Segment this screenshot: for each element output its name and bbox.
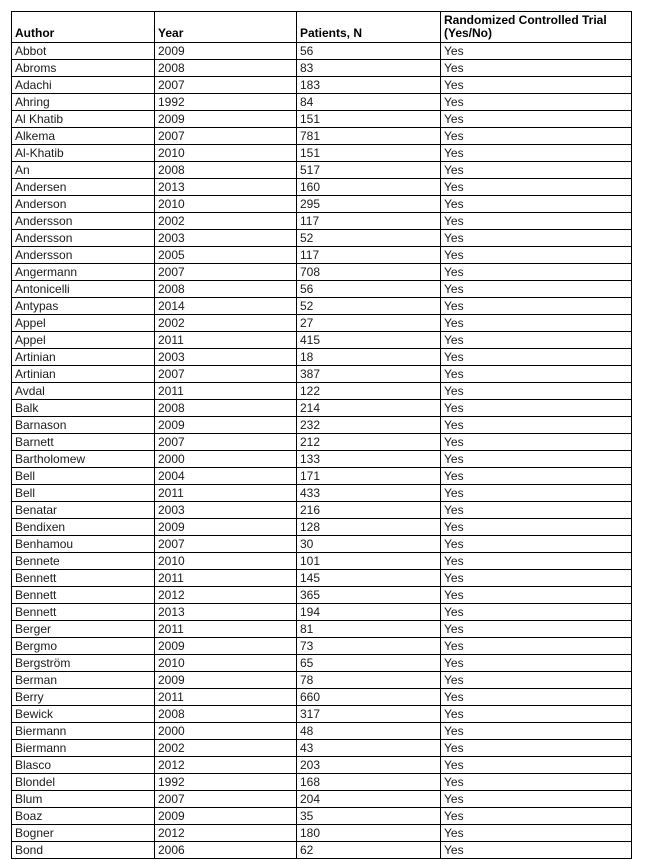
cell-author: Al Khatib <box>12 111 155 128</box>
column-header-rct: Randomized Controlled Trial (Yes/No) <box>441 12 632 43</box>
cell-author: Barnett <box>12 434 155 451</box>
cell-patients: 83 <box>297 60 441 77</box>
table-row <box>12 519 632 536</box>
table-row <box>12 213 632 230</box>
cell-author: Andersson <box>12 230 155 247</box>
cell-rct: Yes <box>441 706 632 723</box>
cell-patients: 48 <box>297 723 441 740</box>
cell-author: Bogner <box>12 825 155 842</box>
cell-year: 2002 <box>155 213 297 230</box>
cell-patients: 81 <box>297 621 441 638</box>
cell-year: 2011 <box>155 689 297 706</box>
cell-author: Appel <box>12 315 155 332</box>
cell-patients: 216 <box>297 502 441 519</box>
column-header-patients: Patients, N <box>297 12 441 43</box>
table-row <box>12 689 632 706</box>
table-row <box>12 621 632 638</box>
table-row <box>12 179 632 196</box>
cell-rct: Yes <box>441 60 632 77</box>
cell-rct: Yes <box>441 536 632 553</box>
table-row <box>12 570 632 587</box>
cell-author: Appel <box>12 332 155 349</box>
cell-patients: 30 <box>297 536 441 553</box>
cell-year: 1992 <box>155 94 297 111</box>
cell-rct: Yes <box>441 162 632 179</box>
cell-year: 2007 <box>155 264 297 281</box>
table-row <box>12 706 632 723</box>
cell-year: 2008 <box>155 400 297 417</box>
cell-author: An <box>12 162 155 179</box>
table-row <box>12 808 632 825</box>
table-row <box>12 723 632 740</box>
cell-patients: 212 <box>297 434 441 451</box>
cell-year: 2011 <box>155 383 297 400</box>
table-row <box>12 196 632 213</box>
table-row <box>12 315 632 332</box>
cell-rct: Yes <box>441 77 632 94</box>
table-row <box>12 638 632 655</box>
cell-author: Balk <box>12 400 155 417</box>
cell-year: 2009 <box>155 519 297 536</box>
table-row <box>12 366 632 383</box>
cell-year: 2003 <box>155 230 297 247</box>
cell-year: 2007 <box>155 366 297 383</box>
cell-author: Blasco <box>12 757 155 774</box>
cell-patients: 43 <box>297 740 441 757</box>
cell-rct: Yes <box>441 587 632 604</box>
cell-author: Bond <box>12 842 155 859</box>
cell-author: Artinian <box>12 349 155 366</box>
table-row <box>12 774 632 791</box>
cell-year: 2007 <box>155 791 297 808</box>
cell-year: 2002 <box>155 315 297 332</box>
cell-year: 2013 <box>155 604 297 621</box>
table-row <box>12 604 632 621</box>
cell-author: Berry <box>12 689 155 706</box>
cell-year: 2010 <box>155 655 297 672</box>
cell-year: 2009 <box>155 111 297 128</box>
cell-patients: 387 <box>297 366 441 383</box>
cell-rct: Yes <box>441 485 632 502</box>
cell-patients: 171 <box>297 468 441 485</box>
table-row <box>12 162 632 179</box>
header-row <box>12 12 632 43</box>
cell-rct: Yes <box>441 842 632 859</box>
table-row <box>12 94 632 111</box>
table-row <box>12 43 632 60</box>
cell-rct: Yes <box>441 774 632 791</box>
cell-patients: 168 <box>297 774 441 791</box>
cell-year: 2004 <box>155 468 297 485</box>
table-row <box>12 757 632 774</box>
table-row <box>12 502 632 519</box>
cell-rct: Yes <box>441 723 632 740</box>
table-row <box>12 468 632 485</box>
cell-author: Bennett <box>12 587 155 604</box>
cell-patients: 56 <box>297 281 441 298</box>
cell-rct: Yes <box>441 332 632 349</box>
cell-author: Alkema <box>12 128 155 145</box>
cell-rct: Yes <box>441 655 632 672</box>
cell-patients: 78 <box>297 672 441 689</box>
cell-year: 2009 <box>155 417 297 434</box>
cell-rct: Yes <box>441 519 632 536</box>
cell-year: 2009 <box>155 638 297 655</box>
cell-author: Adachi <box>12 77 155 94</box>
cell-patients: 214 <box>297 400 441 417</box>
cell-patients: 84 <box>297 94 441 111</box>
cell-author: Biermann <box>12 740 155 757</box>
cell-author: Bell <box>12 468 155 485</box>
cell-year: 2007 <box>155 77 297 94</box>
table-row <box>12 825 632 842</box>
cell-rct: Yes <box>441 740 632 757</box>
cell-year: 2013 <box>155 179 297 196</box>
cell-rct: Yes <box>441 689 632 706</box>
cell-patients: 203 <box>297 757 441 774</box>
table-row <box>12 485 632 502</box>
table-row <box>12 349 632 366</box>
cell-year: 2007 <box>155 128 297 145</box>
cell-author: Barnason <box>12 417 155 434</box>
table-row <box>12 400 632 417</box>
cell-patients: 133 <box>297 451 441 468</box>
cell-year: 2011 <box>155 485 297 502</box>
cell-rct: Yes <box>441 298 632 315</box>
cell-author: Al-Khatib <box>12 145 155 162</box>
cell-rct: Yes <box>441 213 632 230</box>
cell-patients: 204 <box>297 791 441 808</box>
table-row <box>12 145 632 162</box>
cell-rct: Yes <box>441 366 632 383</box>
cell-patients: 65 <box>297 655 441 672</box>
cell-patients: 365 <box>297 587 441 604</box>
cell-patients: 708 <box>297 264 441 281</box>
cell-patients: 73 <box>297 638 441 655</box>
cell-rct: Yes <box>441 791 632 808</box>
cell-author: Benhamou <box>12 536 155 553</box>
cell-patients: 35 <box>297 808 441 825</box>
cell-rct: Yes <box>441 757 632 774</box>
cell-year: 2008 <box>155 706 297 723</box>
cell-year: 2012 <box>155 825 297 842</box>
cell-year: 2003 <box>155 349 297 366</box>
table-row <box>12 77 632 94</box>
cell-rct: Yes <box>441 672 632 689</box>
column-header-year: Year <box>155 12 297 43</box>
cell-year: 2012 <box>155 757 297 774</box>
cell-patients: 151 <box>297 111 441 128</box>
cell-rct: Yes <box>441 145 632 162</box>
table-row <box>12 536 632 553</box>
cell-author: Andersen <box>12 179 155 196</box>
cell-author: Andersson <box>12 213 155 230</box>
cell-author: Benatar <box>12 502 155 519</box>
table-row <box>12 791 632 808</box>
cell-rct: Yes <box>441 502 632 519</box>
cell-patients: 415 <box>297 332 441 349</box>
table-row <box>12 111 632 128</box>
cell-rct: Yes <box>441 570 632 587</box>
table-row <box>12 264 632 281</box>
cell-patients: 27 <box>297 315 441 332</box>
cell-author: Antonicelli <box>12 281 155 298</box>
cell-patients: 295 <box>297 196 441 213</box>
cell-patients: 660 <box>297 689 441 706</box>
cell-author: Artinian <box>12 366 155 383</box>
cell-author: Bennett <box>12 570 155 587</box>
table-row <box>12 672 632 689</box>
cell-rct: Yes <box>441 468 632 485</box>
cell-rct: Yes <box>441 43 632 60</box>
cell-author: Boaz <box>12 808 155 825</box>
cell-author: Berger <box>12 621 155 638</box>
cell-rct: Yes <box>441 349 632 366</box>
cell-author: Angermann <box>12 264 155 281</box>
cell-patients: 52 <box>297 230 441 247</box>
table-row <box>12 655 632 672</box>
cell-author: Blum <box>12 791 155 808</box>
cell-year: 2002 <box>155 740 297 757</box>
table-row <box>12 553 632 570</box>
cell-author: Antypas <box>12 298 155 315</box>
cell-patients: 517 <box>297 162 441 179</box>
cell-patients: 56 <box>297 43 441 60</box>
cell-author: Blondel <box>12 774 155 791</box>
table-row <box>12 247 632 264</box>
cell-author: Berman <box>12 672 155 689</box>
cell-rct: Yes <box>441 315 632 332</box>
cell-author: Bartholomew <box>12 451 155 468</box>
cell-author: Avdal <box>12 383 155 400</box>
cell-author: Andersson <box>12 247 155 264</box>
cell-rct: Yes <box>441 808 632 825</box>
cell-patients: 317 <box>297 706 441 723</box>
cell-patients: 160 <box>297 179 441 196</box>
table-row <box>12 128 632 145</box>
cell-rct: Yes <box>441 825 632 842</box>
cell-author: Abroms <box>12 60 155 77</box>
cell-patients: 433 <box>297 485 441 502</box>
cell-rct: Yes <box>441 247 632 264</box>
cell-rct: Yes <box>441 434 632 451</box>
cell-year: 2011 <box>155 332 297 349</box>
table-row <box>12 434 632 451</box>
cell-patients: 151 <box>297 145 441 162</box>
table-row <box>12 417 632 434</box>
cell-patients: 117 <box>297 213 441 230</box>
cell-year: 2012 <box>155 587 297 604</box>
cell-patients: 781 <box>297 128 441 145</box>
cell-rct: Yes <box>441 604 632 621</box>
cell-author: Bennett <box>12 604 155 621</box>
cell-year: 2010 <box>155 553 297 570</box>
cell-patients: 101 <box>297 553 441 570</box>
cell-author: Bewick <box>12 706 155 723</box>
cell-patients: 18 <box>297 349 441 366</box>
cell-rct: Yes <box>441 230 632 247</box>
cell-rct: Yes <box>441 196 632 213</box>
cell-author: Anderson <box>12 196 155 213</box>
table-row <box>12 842 632 859</box>
studies-table <box>11 11 632 859</box>
cell-rct: Yes <box>441 281 632 298</box>
cell-year: 2014 <box>155 298 297 315</box>
cell-year: 2000 <box>155 723 297 740</box>
cell-year: 2008 <box>155 281 297 298</box>
cell-year: 2009 <box>155 672 297 689</box>
cell-author: Ahring <box>12 94 155 111</box>
column-header-author: Author <box>12 12 155 43</box>
cell-patients: 194 <box>297 604 441 621</box>
table-row <box>12 451 632 468</box>
cell-year: 2011 <box>155 570 297 587</box>
cell-patients: 180 <box>297 825 441 842</box>
cell-year: 2007 <box>155 536 297 553</box>
cell-rct: Yes <box>441 451 632 468</box>
cell-author: Bell <box>12 485 155 502</box>
cell-year: 1992 <box>155 774 297 791</box>
cell-year: 2003 <box>155 502 297 519</box>
table-row <box>12 230 632 247</box>
cell-author: Bergmo <box>12 638 155 655</box>
cell-year: 2005 <box>155 247 297 264</box>
cell-patients: 117 <box>297 247 441 264</box>
cell-patients: 232 <box>297 417 441 434</box>
cell-rct: Yes <box>441 179 632 196</box>
table-row <box>12 383 632 400</box>
cell-patients: 145 <box>297 570 441 587</box>
cell-year: 2010 <box>155 145 297 162</box>
cell-rct: Yes <box>441 111 632 128</box>
cell-patients: 122 <box>297 383 441 400</box>
cell-rct: Yes <box>441 621 632 638</box>
cell-year: 2009 <box>155 808 297 825</box>
cell-year: 2006 <box>155 842 297 859</box>
cell-author: Abbot <box>12 43 155 60</box>
cell-rct: Yes <box>441 128 632 145</box>
cell-year: 2008 <box>155 162 297 179</box>
cell-year: 2007 <box>155 434 297 451</box>
cell-rct: Yes <box>441 264 632 281</box>
cell-author: Bergström <box>12 655 155 672</box>
cell-year: 2010 <box>155 196 297 213</box>
cell-rct: Yes <box>441 400 632 417</box>
cell-rct: Yes <box>441 553 632 570</box>
table-body <box>12 43 632 859</box>
cell-patients: 52 <box>297 298 441 315</box>
cell-year: 2000 <box>155 451 297 468</box>
table-row <box>12 332 632 349</box>
table-row <box>12 740 632 757</box>
table-row <box>12 587 632 604</box>
cell-year: 2009 <box>155 43 297 60</box>
cell-author: Bennete <box>12 553 155 570</box>
cell-patients: 128 <box>297 519 441 536</box>
cell-patients: 62 <box>297 842 441 859</box>
table-row <box>12 60 632 77</box>
cell-rct: Yes <box>441 94 632 111</box>
cell-patients: 183 <box>297 77 441 94</box>
cell-rct: Yes <box>441 417 632 434</box>
table-header <box>12 12 632 43</box>
cell-author: Biermann <box>12 723 155 740</box>
cell-author: Bendixen <box>12 519 155 536</box>
cell-year: 2011 <box>155 621 297 638</box>
table-row <box>12 281 632 298</box>
cell-year: 2008 <box>155 60 297 77</box>
table-row <box>12 298 632 315</box>
cell-rct: Yes <box>441 638 632 655</box>
cell-rct: Yes <box>441 383 632 400</box>
